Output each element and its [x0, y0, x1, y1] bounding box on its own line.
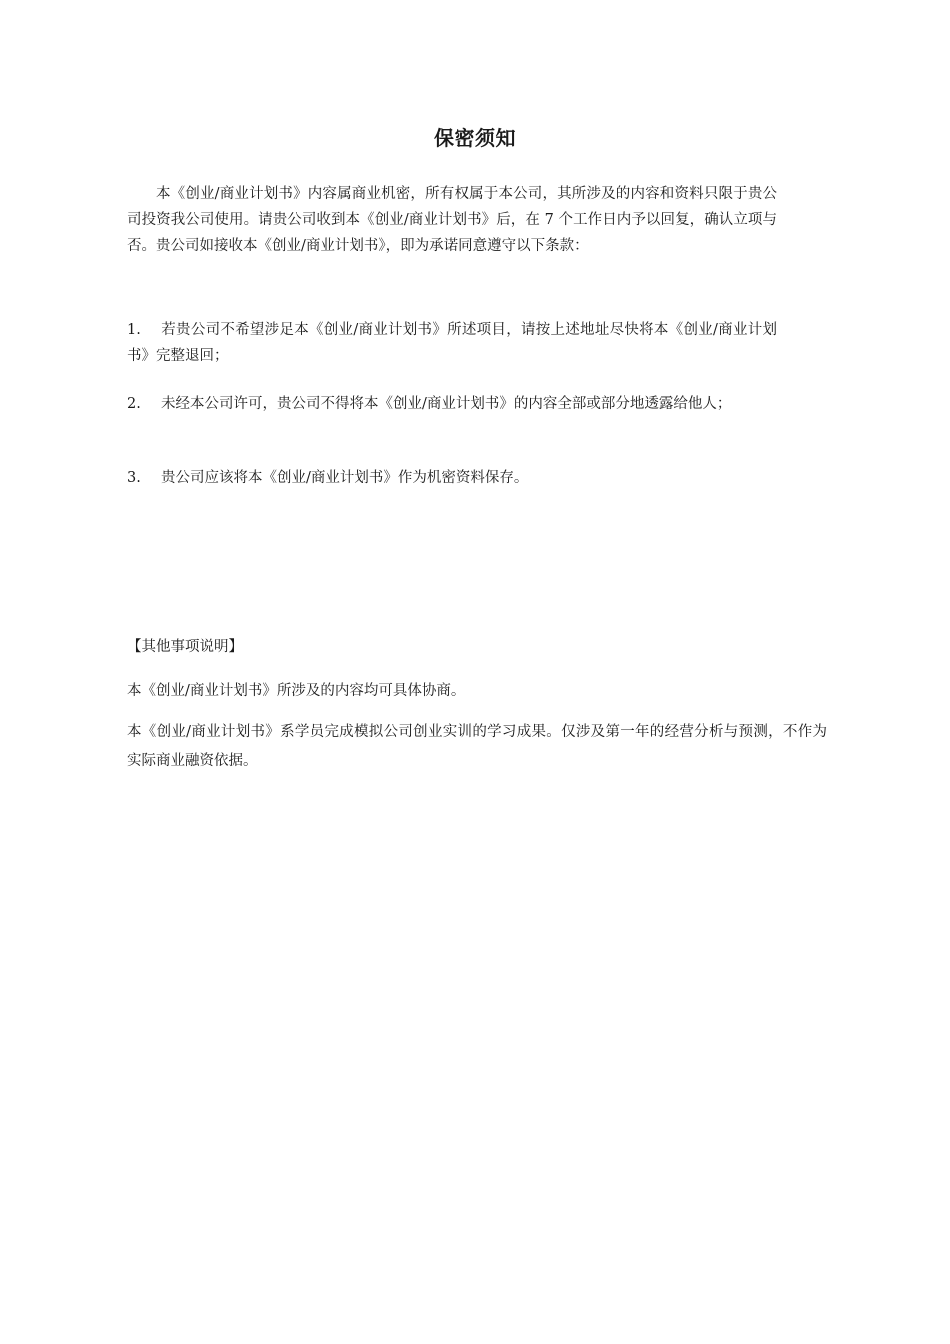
clause-number: 3. [127, 470, 141, 486]
intro-paragraph: 本《创业/商业计划书》内容属商业机密，所有权属于本公司，其所涉及的内容和资料只限于贵公司投资我公司使用。请贵公司收到本《创业/商业计划书》后，在 7 个工作日内予以回复，确认立项与否。贵公司如接收本《创业/商业计划书》，即为承诺同意遵守以下条款： [127, 186, 777, 254]
clause-text: 未经本公司许可，贵公司不得将本《创业/商业计划书》的内容全部或部分地透露给他人； [161, 396, 732, 412]
clause-text: 若贵公司不希望涉足本《创业/商业计划书》所述项目，请按上述地址尽快将本《创业/商业计划书》完整退回； [127, 322, 777, 364]
clause-number: 1. [127, 322, 141, 338]
page-title: 保密须知 [434, 126, 516, 150]
clause-item [127, 391, 777, 417]
clause-text: 贵公司应该将本《创业/商业计划书》作为机密资料保存。 [161, 470, 529, 486]
other-notes-heading: 【其他事项说明】 [127, 639, 243, 655]
other-notes-line: 本《创业/商业计划书》所涉及的内容均可具体协商。 [127, 683, 466, 699]
other-notes-line: 本《创业/商业计划书》系学员完成模拟公司创业实训的学习成果。仅涉及第一年的经营分析与预测，不作为实际商业融资依据。 [127, 724, 827, 769]
clause-number: 2. [127, 396, 141, 412]
clause-item [127, 465, 777, 491]
clause-item [127, 317, 777, 369]
